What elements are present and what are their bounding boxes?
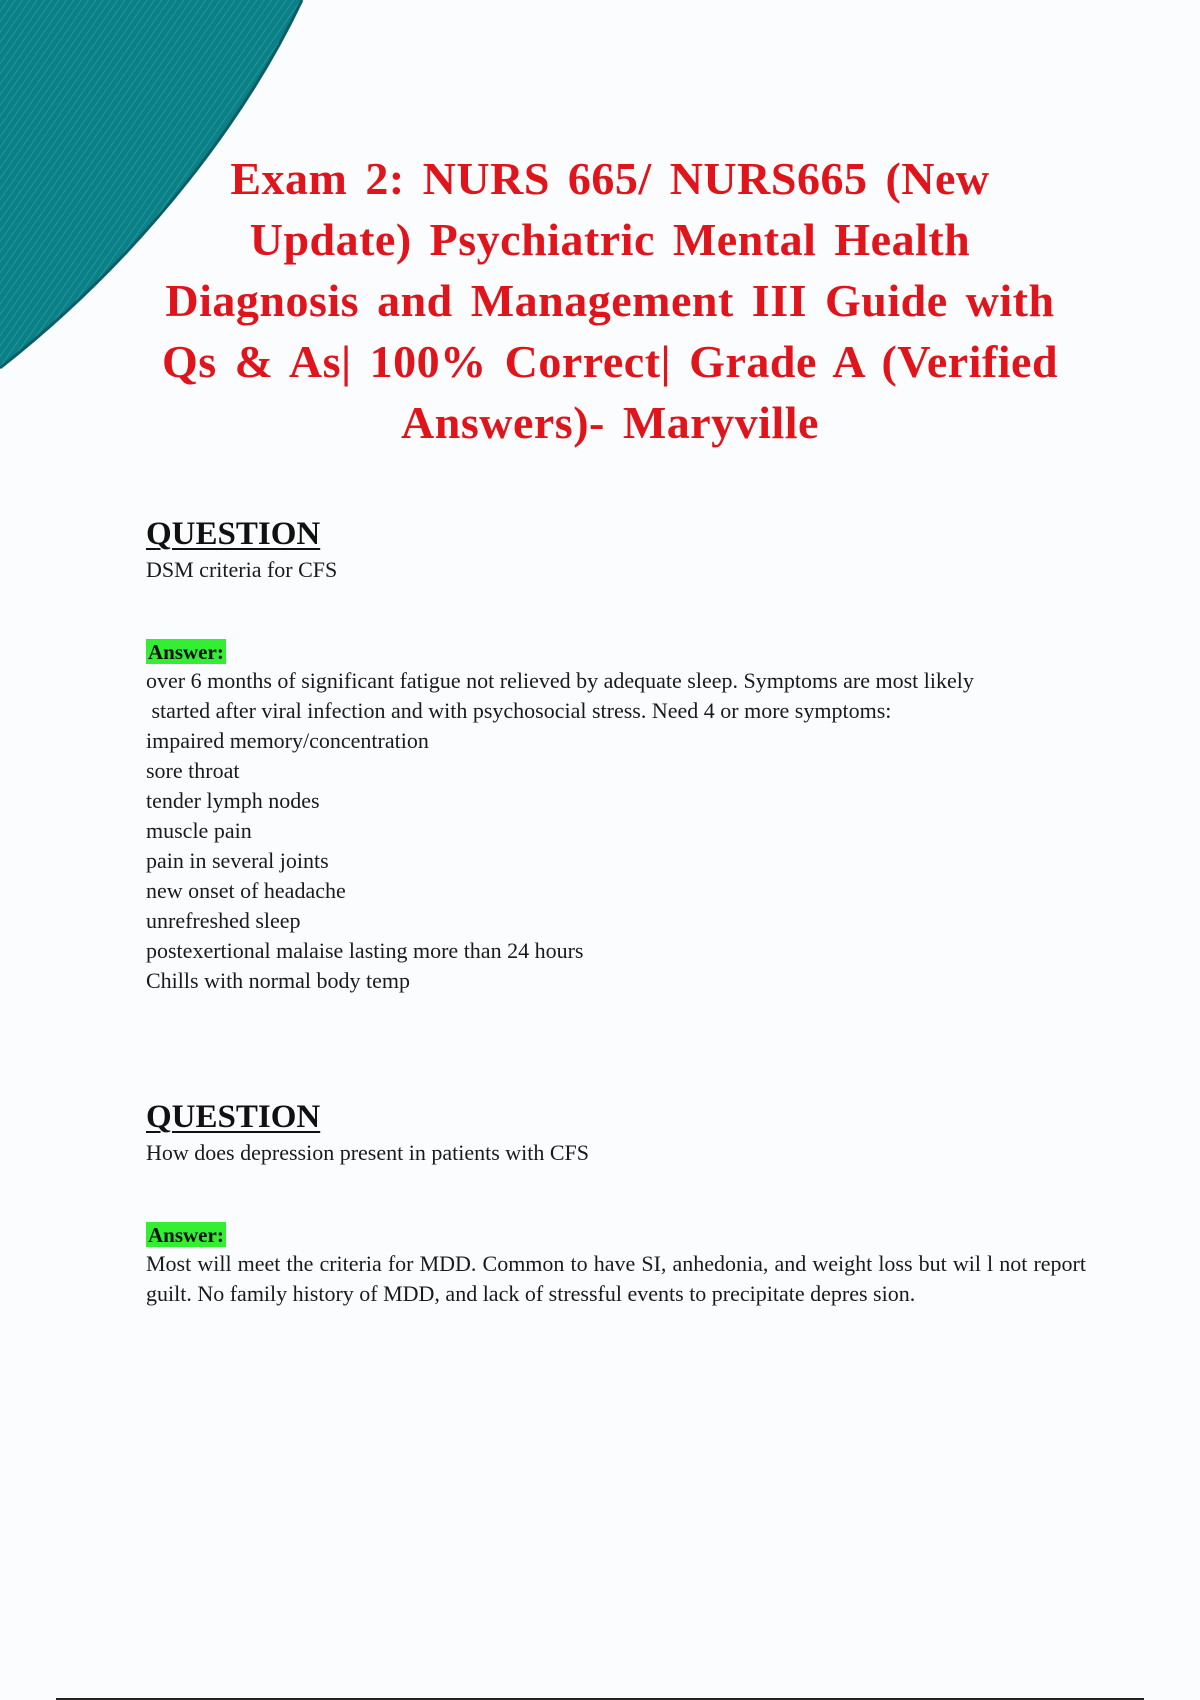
document-title bbox=[130, 148, 1090, 453]
title-line: Update) Psychiatric Mental Health bbox=[249, 214, 971, 265]
title-line: Diagnosis and Management III Guide with bbox=[165, 275, 1055, 326]
answer-line: unrefreshed sleep bbox=[146, 908, 301, 933]
answer-line: impaired memory/concentration bbox=[146, 728, 429, 753]
answer-label: Answer: bbox=[148, 640, 224, 664]
question-heading: QUESTION bbox=[146, 516, 321, 552]
answer-line: sore throat bbox=[146, 758, 240, 783]
answer-text bbox=[146, 666, 1086, 996]
question-heading: QUESTION bbox=[146, 1099, 321, 1135]
answer-label: Answer: bbox=[148, 1223, 224, 1247]
answer-line: pain in several joints bbox=[146, 848, 329, 873]
answer-line: new onset of headache bbox=[146, 878, 346, 903]
answer-line: tender lymph nodes bbox=[146, 788, 320, 813]
answer-text: Most will meet the criteria for MDD. Common to have SI, anhedonia, and weight loss but wil l not report guilt. No family history of MDD, and lack of stressful events to precipitate depres sion. bbox=[146, 1251, 1086, 1306]
answer-line: Chills with normal body temp bbox=[146, 968, 410, 993]
title-line: Exam 2: NURS 665/ NURS665 (New bbox=[230, 153, 990, 204]
answer-line: muscle pain bbox=[146, 818, 252, 843]
answer-line: started after viral infection and with psychosocial stress. Need 4 or more symptoms: bbox=[146, 698, 892, 723]
answer-line: postexertional malaise lasting more than 24 hours bbox=[146, 938, 584, 963]
title-line: Qs & As| 100% Correct| Grade A (Verified bbox=[161, 336, 1059, 387]
answer-line: over 6 months of significant fatigue not relieved by adequate sleep. Symptoms are most likely bbox=[146, 668, 974, 693]
question-text: DSM criteria for CFS bbox=[146, 557, 338, 582]
question-block-1 bbox=[146, 515, 1086, 996]
question-block-2 bbox=[146, 1098, 1086, 1309]
question-text: How does depression present in patients with CFS bbox=[146, 1140, 590, 1165]
title-line: Answers)- Maryville bbox=[401, 397, 819, 448]
